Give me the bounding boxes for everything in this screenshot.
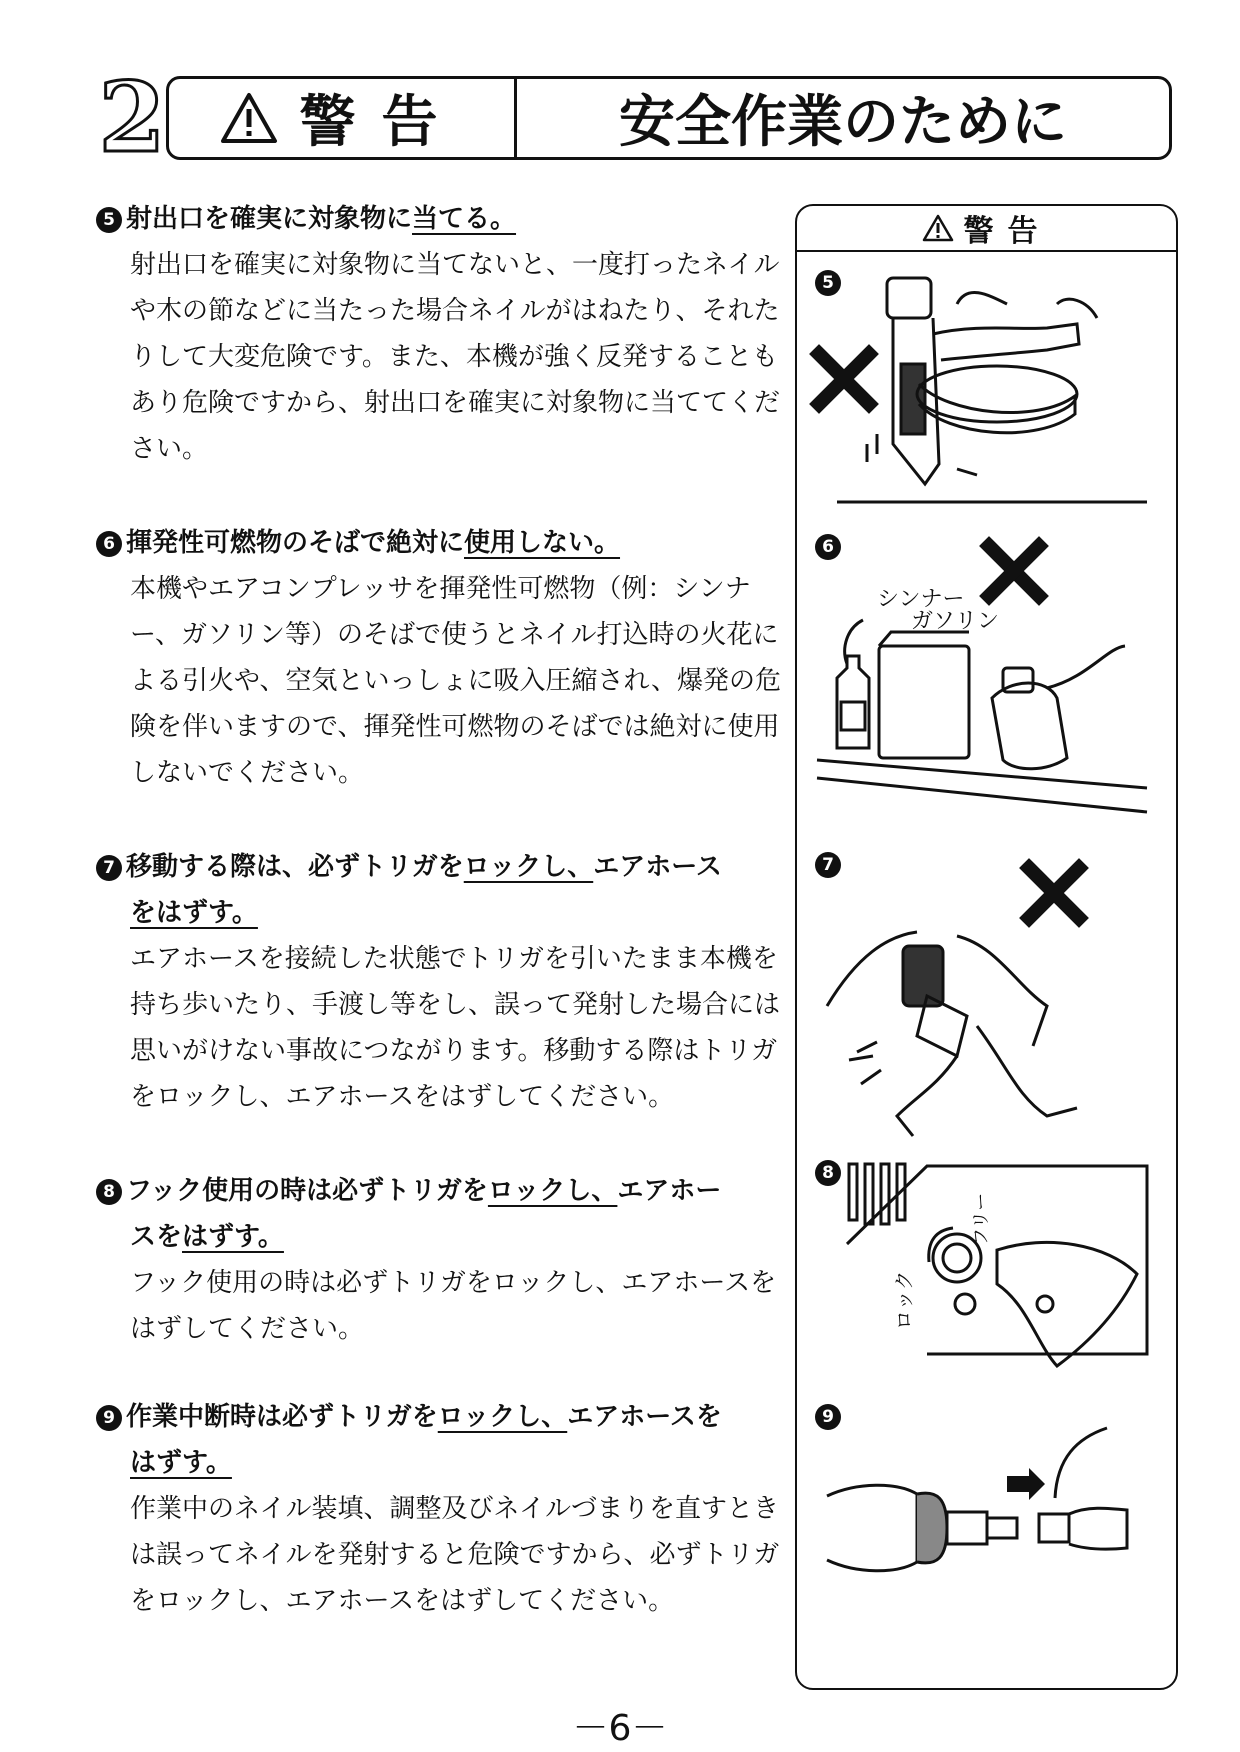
item-number-badge: 5 xyxy=(96,207,122,233)
trigger-lock-dial-illustration xyxy=(807,1154,1167,1394)
disconnect-air-hose-illustration xyxy=(807,1398,1167,1658)
heading-text: 射出口を確実に対象物に xyxy=(126,204,413,234)
warning-heading-7 xyxy=(96,844,786,936)
panel-header-label: 警告 xyxy=(963,214,1052,249)
figure-8 xyxy=(807,1154,1167,1394)
warning-body-9: 作業中のネイル装填、調整及びネイルづまりを直すときは誤ってネイルを発射すると危険ですから、必ずトリガをロックし、エアホースをはずしてください。 xyxy=(130,1494,780,1616)
warning-body-5: 射出口を確実に対象物に当てないと、一度打ったネイルや木の節などに当たった場合ネイルがはねたり、それたりして大変危険です。また、本機が強く反発することもあり危険ですから、射出口を確実に対象物に当ててください。 xyxy=(130,250,781,464)
warning-heading-5 xyxy=(96,196,786,242)
section-number: 2 xyxy=(98,61,166,174)
warning-item-6 xyxy=(96,520,786,796)
item-number-badge: 9 xyxy=(96,1405,122,1431)
nailer-tilted-illustration xyxy=(807,264,1167,524)
flammables-nearby-illustration xyxy=(807,528,1167,828)
item-number-badge: 6 xyxy=(96,531,122,557)
heading-underlined: ロックし、 xyxy=(487,1176,618,1206)
item-number-badge: 7 xyxy=(96,855,122,881)
warning-heading-6 xyxy=(96,520,786,566)
warning-heading-9 xyxy=(96,1394,786,1486)
warning-heading-8 xyxy=(96,1168,786,1260)
warning-item-7 xyxy=(96,844,786,1120)
warning-item-5 xyxy=(96,196,786,472)
heading-underlined: をはずす。 xyxy=(130,898,258,928)
figure-5 xyxy=(807,264,1167,524)
illustration-panel xyxy=(795,204,1178,1690)
heading-underlined: はずす。 xyxy=(130,1448,232,1478)
warning-item-9 xyxy=(96,1394,786,1624)
warning-body-7: エアホースを接続した状態でトリガを引いたまま本機を持ち歩いたり、手渡し等をし、誤って発射した場合には思いがけない事故につながります。移動する際はトリガをロックし、エアホースをはずしてください。 xyxy=(130,944,781,1112)
heading-text: エアホース xyxy=(593,852,722,882)
figure-number-badge: 9 xyxy=(815,1404,841,1430)
heading-underlined: ロックし、 xyxy=(437,1402,568,1432)
heading-text: エアホースを xyxy=(567,1402,722,1432)
walking-with-nailer-illustration xyxy=(807,846,1167,1146)
figure-number-badge: 8 xyxy=(815,1160,841,1186)
figure-number-badge: 7 xyxy=(815,852,841,878)
heading-text: 揮発性可燃物のそばで絶対に xyxy=(126,528,465,558)
title-warning-cell xyxy=(169,79,517,157)
figure-9 xyxy=(807,1398,1167,1658)
heading-text: 移動する際は、必ずトリガを xyxy=(126,852,464,882)
heading-underlined: 使用しない。 xyxy=(464,528,621,558)
figure-number-badge: 5 xyxy=(815,270,841,296)
item-number-badge: 8 xyxy=(96,1179,122,1205)
heading-text: 作業中断時は必ずトリガを xyxy=(126,1402,438,1432)
figure-6 xyxy=(807,528,1167,828)
warning-item-8 xyxy=(96,1168,786,1352)
panel-header xyxy=(797,206,1176,252)
heading-text: フック使用の時は必ずトリガを xyxy=(126,1176,488,1206)
page-header xyxy=(96,61,1176,174)
warning-body-6: 本機やエアコンプレッサを揮発性可燃物（例：シンナー、ガソリン等）のそばで使うとネイル打込時の火花による引火や、空気といっしょに吸入圧縮され、爆発の危険を伴いますので、揮発性可燃物のそばでは絶対に使用しないでください。 xyxy=(130,574,782,788)
figure-number-badge: 6 xyxy=(815,534,841,560)
fig8-label-free: フリー xyxy=(971,1192,992,1246)
warning-body-8: フック使用の時は必ずトリガをロックし、エアホースをはずしてください。 xyxy=(130,1268,777,1344)
fig6-label-gasoline: ガソリン xyxy=(911,609,1000,634)
page-number: －6－ xyxy=(572,1708,668,1749)
warning-triangle-icon xyxy=(922,214,954,242)
heading-underlined: はずす。 xyxy=(182,1222,284,1252)
title-box xyxy=(166,76,1172,160)
heading-underlined: ロックし、 xyxy=(463,852,594,882)
heading-text: スを xyxy=(130,1222,183,1252)
heading-text: エアホー xyxy=(617,1176,722,1206)
fig8-label-lock: ロック xyxy=(892,1270,916,1330)
page-title: 安全作業のために xyxy=(619,90,1067,155)
figure-7 xyxy=(807,846,1167,1146)
warning-triangle-icon xyxy=(220,92,278,144)
heading-underlined: 当てる。 xyxy=(412,204,517,234)
title-warning-label: 警告 xyxy=(299,90,464,155)
fig6-label-thinner: シンナー xyxy=(877,587,965,612)
